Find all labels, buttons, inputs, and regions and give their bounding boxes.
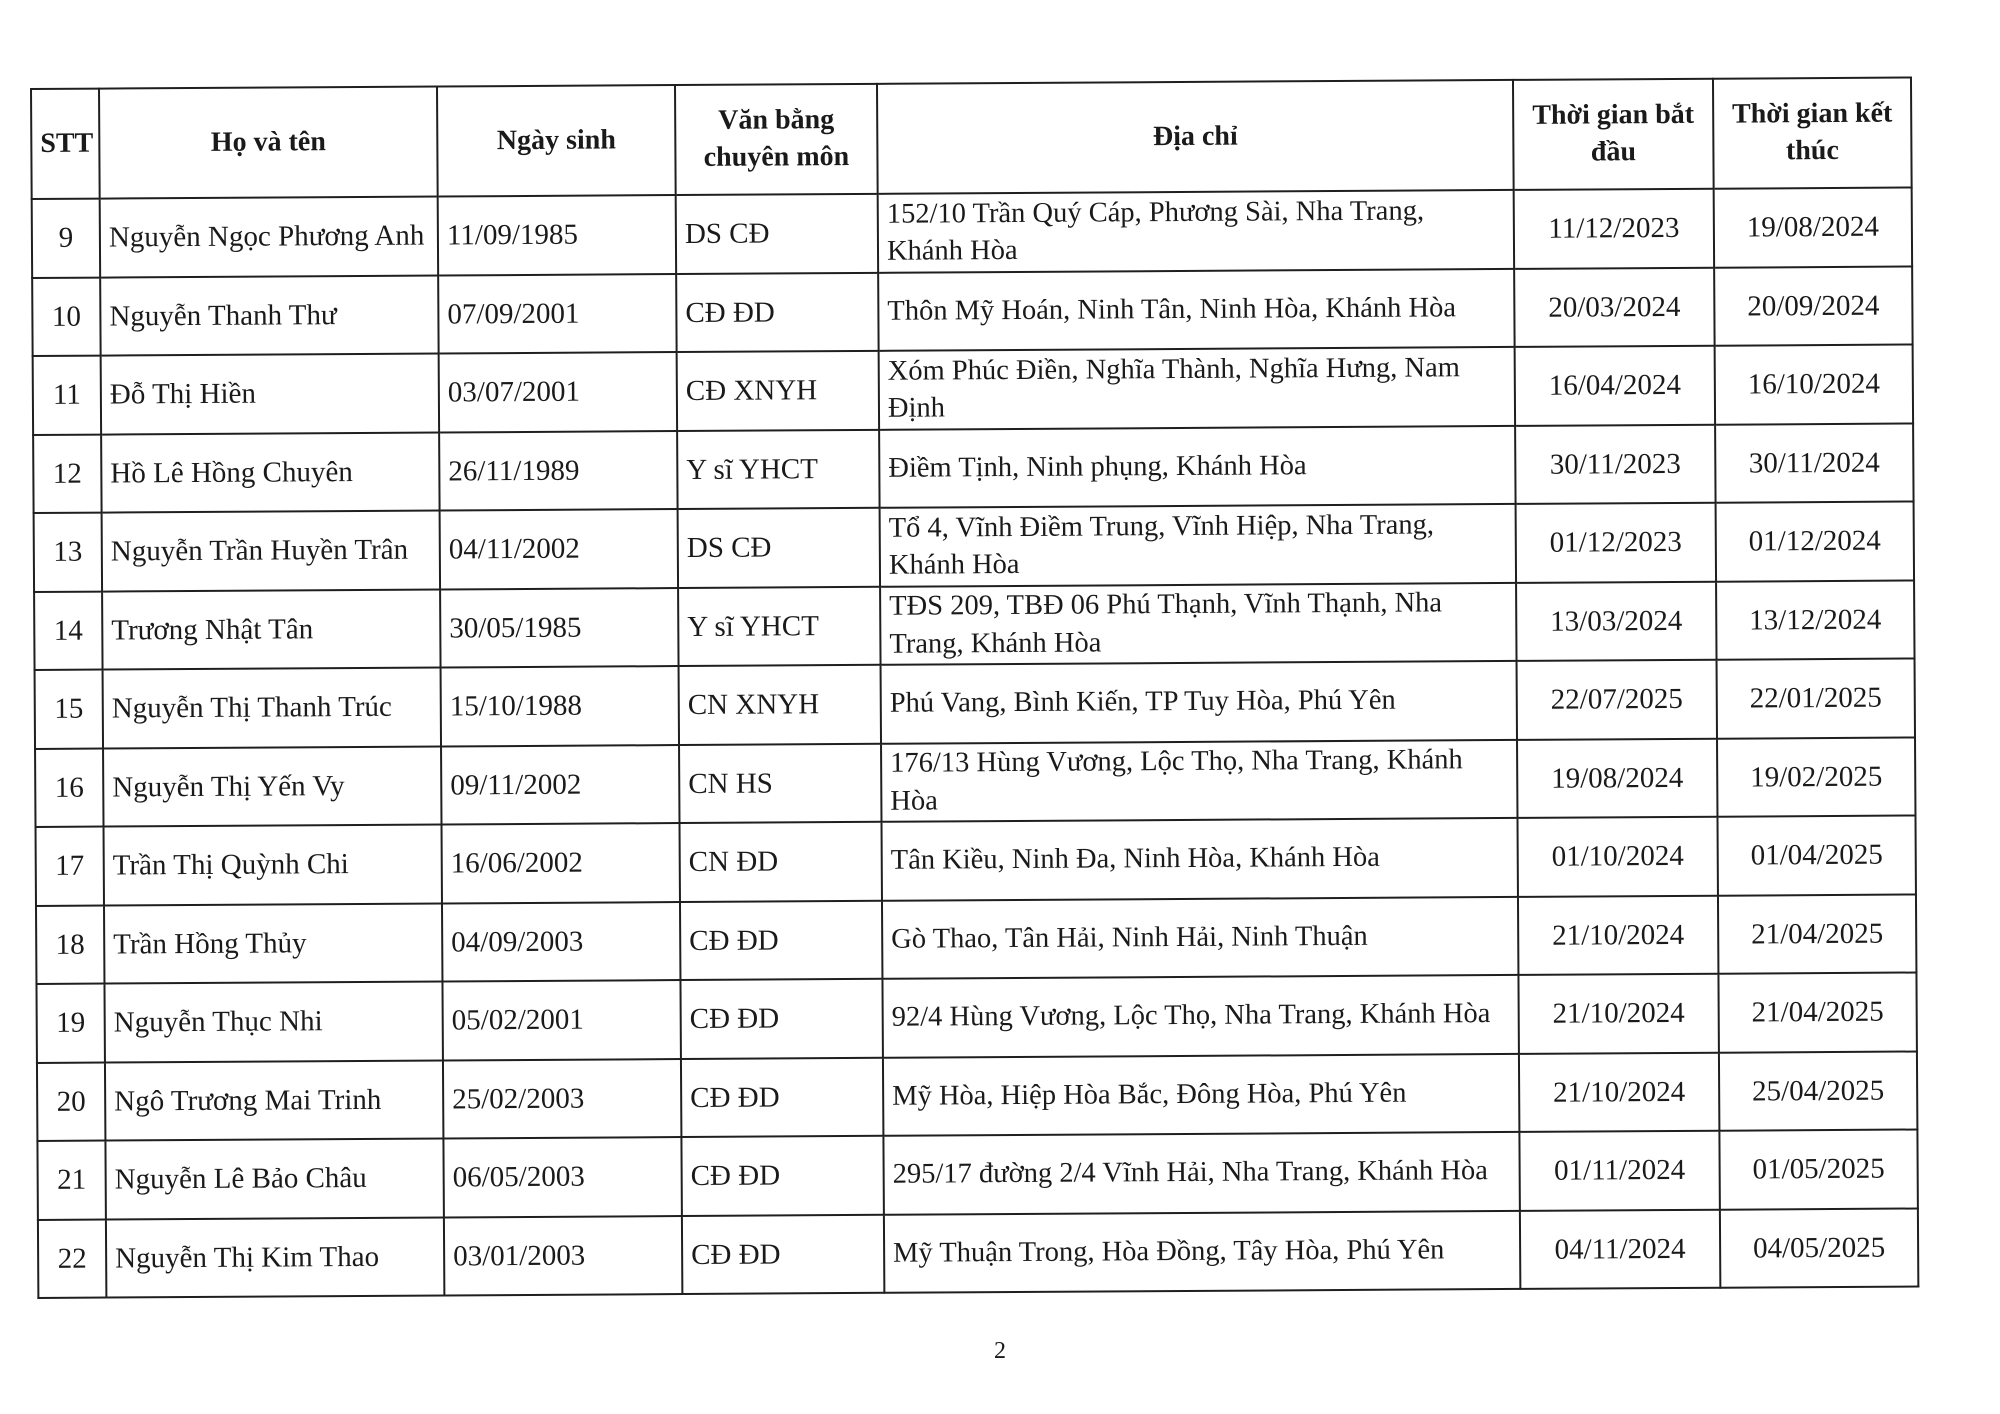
cell-birth-date: 03/07/2001	[439, 352, 677, 432]
cell-start-date: 20/03/2024	[1514, 267, 1714, 347]
cell-full-name: Nguyễn Thanh Thư	[100, 275, 438, 356]
cell-stt: 20	[37, 1062, 105, 1141]
table-row	[37, 1051, 1917, 1141]
table-row	[35, 737, 1915, 827]
cell-full-name: Nguyễn Trần Huyền Trân	[102, 511, 440, 592]
cell-stt: 9	[32, 199, 100, 278]
cell-full-name: Hồ Lê Hồng Chuyên	[101, 432, 439, 513]
cell-birth-date: 09/11/2002	[441, 745, 679, 825]
cell-end-date: 21/04/2025	[1718, 894, 1916, 974]
table-row	[36, 894, 1916, 984]
table-row	[34, 580, 1914, 670]
cell-end-date: 20/09/2024	[1714, 266, 1912, 346]
header-end-date: Thời gian kết thúc	[1713, 78, 1912, 189]
cell-stt: 19	[36, 984, 104, 1063]
cell-address: Thôn Mỹ Hoán, Ninh Tân, Ninh Hòa, Khánh Hòa	[878, 268, 1514, 350]
header-qualification: Văn bằng chuyên môn	[675, 84, 878, 195]
cell-end-date: 01/05/2025	[1719, 1129, 1917, 1209]
cell-full-name: Nguyễn Ngọc Phương Anh	[100, 197, 438, 278]
cell-start-date: 21/10/2024	[1518, 974, 1718, 1054]
cell-qualification: CĐ ĐD	[680, 900, 882, 980]
cell-stt: 10	[32, 277, 100, 356]
cell-qualification: CĐ ĐD	[681, 1136, 883, 1216]
cell-end-date: 21/04/2025	[1718, 972, 1916, 1052]
cell-qualification: CN XNYH	[679, 665, 881, 745]
page-number: 2	[994, 1338, 1006, 1364]
header-start-date: Thời gian bắt đầu	[1513, 79, 1714, 190]
cell-stt: 14	[34, 591, 102, 670]
cell-birth-date: 25/02/2003	[443, 1059, 681, 1139]
cell-full-name: Trần Hồng Thủy	[104, 903, 442, 984]
cell-end-date: 04/05/2025	[1720, 1208, 1918, 1288]
header-address: Địa chỉ	[877, 80, 1514, 194]
cell-end-date: 19/02/2025	[1717, 737, 1915, 817]
cell-full-name: Nguyễn Thị Yến Vy	[103, 746, 441, 827]
cell-address: 176/13 Hùng Vương, Lộc Thọ, Nha Trang, Khánh Hòa	[881, 739, 1517, 821]
cell-birth-date: 06/05/2003	[443, 1137, 681, 1217]
cell-end-date: 16/10/2024	[1715, 345, 1913, 425]
cell-start-date: 30/11/2023	[1515, 424, 1715, 504]
cell-stt: 21	[37, 1141, 105, 1220]
cell-qualification: Y sĩ YHCT	[677, 429, 879, 509]
cell-qualification: CN ĐD	[680, 822, 882, 902]
cell-birth-date: 30/05/1985	[440, 588, 678, 668]
cell-birth-date: 03/01/2003	[444, 1216, 682, 1296]
cell-end-date: 01/04/2025	[1717, 815, 1915, 895]
cell-end-date: 01/12/2024	[1716, 502, 1914, 582]
cell-birth-date: 05/02/2001	[442, 980, 680, 1060]
document-sheet	[30, 77, 1917, 1299]
cell-start-date: 01/11/2024	[1519, 1131, 1719, 1211]
cell-start-date: 01/10/2024	[1517, 817, 1717, 897]
cell-full-name: Nguyễn Thị Kim Thao	[106, 1217, 444, 1298]
cell-start-date: 16/04/2024	[1515, 346, 1715, 426]
cell-address: TĐS 209, TBĐ 06 Phú Thạnh, Vĩnh Thạnh, Nha Trang, Khánh Hòa	[880, 582, 1516, 664]
cell-address: Xóm Phúc Điền, Nghĩa Thành, Nghĩa Hưng, Nam Định	[879, 347, 1515, 429]
table-row	[36, 815, 1916, 905]
cell-full-name: Ngô Trương Mai Trinh	[105, 1060, 443, 1141]
cell-qualification: CĐ ĐD	[680, 979, 882, 1059]
cell-qualification: CĐ XNYH	[677, 351, 879, 431]
cell-address: Tổ 4, Vĩnh Điềm Trung, Vĩnh Hiệp, Nha Trang, Khánh Hòa	[880, 504, 1516, 586]
cell-address: 152/10 Trần Quý Cáp, Phương Sài, Nha Trang, Khánh Hòa	[878, 190, 1514, 272]
cell-address: 92/4 Hùng Vương, Lộc Thọ, Nha Trang, Khánh Hòa	[882, 975, 1518, 1057]
cell-end-date: 25/04/2025	[1719, 1051, 1917, 1131]
cell-start-date: 21/10/2024	[1519, 1052, 1719, 1132]
cell-end-date: 22/01/2025	[1717, 658, 1915, 738]
cell-birth-date: 04/11/2002	[440, 509, 678, 589]
table-row	[32, 188, 1912, 278]
cell-birth-date: 07/09/2001	[438, 274, 676, 354]
cell-address: Tân Kiều, Ninh Đa, Ninh Hòa, Khánh Hòa	[881, 818, 1517, 900]
cell-birth-date: 26/11/1989	[439, 431, 677, 511]
cell-address: Mỹ Thuận Trong, Hòa Đồng, Tây Hòa, Phú Yên	[884, 1210, 1520, 1292]
cell-end-date: 30/11/2024	[1715, 423, 1913, 503]
cell-full-name: Nguyễn Thục Nhi	[104, 981, 442, 1062]
cell-qualification: Y sĩ YHCT	[678, 586, 880, 666]
cell-start-date: 13/03/2024	[1516, 581, 1716, 661]
cell-end-date: 13/12/2024	[1716, 580, 1914, 660]
cell-stt: 17	[36, 827, 104, 906]
cell-stt: 16	[35, 748, 103, 827]
header-full-name: Họ và tên	[99, 87, 438, 199]
cell-end-date: 19/08/2024	[1714, 188, 1912, 268]
cell-birth-date: 11/09/1985	[438, 195, 676, 275]
cell-birth-date: 15/10/1988	[441, 666, 679, 746]
table-header-row	[31, 78, 1912, 199]
table-row	[35, 658, 1915, 748]
cell-full-name: Nguyễn Lê Bảo Châu	[105, 1138, 443, 1219]
cell-qualification: CĐ ĐD	[682, 1214, 884, 1294]
cell-stt: 22	[38, 1219, 106, 1298]
cell-stt: 13	[34, 513, 102, 592]
cell-stt: 11	[33, 356, 101, 435]
header-stt: STT	[31, 89, 100, 199]
cell-full-name: Trương Nhật Tân	[102, 589, 440, 670]
cell-address: Điềm Tịnh, Ninh phụng, Khánh Hòa	[879, 425, 1515, 507]
cell-birth-date: 16/06/2002	[442, 823, 680, 903]
table-row	[38, 1208, 1918, 1298]
staff-table	[30, 77, 1919, 1299]
cell-full-name: Nguyễn Thị Thanh Trúc	[103, 668, 441, 749]
cell-start-date: 01/12/2023	[1516, 503, 1716, 583]
cell-start-date: 04/11/2024	[1520, 1209, 1720, 1289]
cell-qualification: CĐ ĐD	[681, 1057, 883, 1137]
cell-qualification: CN HS	[679, 743, 881, 823]
table-body	[32, 188, 1919, 1298]
table-row	[33, 423, 1913, 513]
table-row	[32, 266, 1912, 356]
cell-birth-date: 04/09/2003	[442, 902, 680, 982]
cell-start-date: 19/08/2024	[1517, 738, 1717, 818]
cell-full-name: Trần Thị Quỳnh Chi	[104, 825, 442, 906]
cell-stt: 18	[36, 905, 104, 984]
cell-address: 295/17 đường 2/4 Vĩnh Hải, Nha Trang, Khánh Hòa	[883, 1132, 1519, 1214]
cell-stt: 12	[33, 434, 101, 513]
cell-qualification: DS CĐ	[676, 194, 878, 274]
cell-start-date: 22/07/2025	[1517, 660, 1717, 740]
cell-start-date: 21/10/2024	[1518, 895, 1718, 975]
header-birth-date: Ngày sinh	[437, 85, 676, 196]
cell-qualification: CĐ ĐD	[676, 272, 878, 352]
cell-qualification: DS CĐ	[678, 508, 880, 588]
cell-address: Mỹ Hòa, Hiệp Hòa Bắc, Đông Hòa, Phú Yên	[883, 1053, 1519, 1135]
cell-address: Phú Vang, Bình Kiến, TP Tuy Hòa, Phú Yên	[881, 661, 1517, 743]
cell-stt: 15	[35, 670, 103, 749]
cell-full-name: Đỗ Thị Hiền	[101, 354, 439, 435]
table-row	[37, 1129, 1917, 1219]
cell-address: Gò Thao, Tân Hải, Ninh Hải, Ninh Thuận	[882, 896, 1518, 978]
cell-start-date: 11/12/2023	[1514, 189, 1714, 269]
table-row	[36, 972, 1916, 1062]
table-row	[34, 502, 1914, 592]
table-row	[33, 345, 1913, 435]
